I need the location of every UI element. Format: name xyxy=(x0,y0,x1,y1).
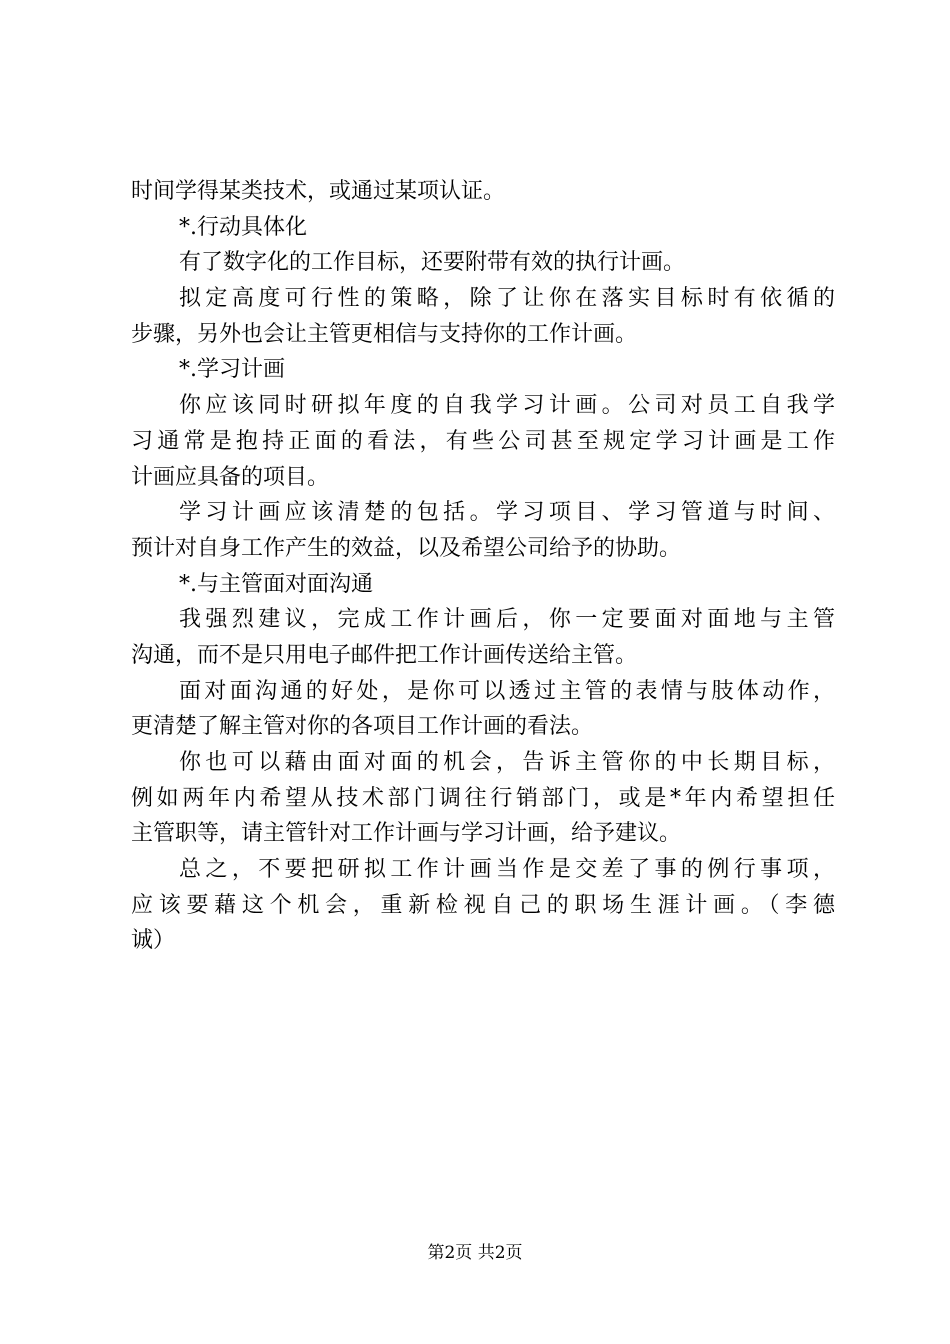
page-footer: 第2页 共2页 xyxy=(427,1243,523,1263)
text-line: 我强烈建议，完成工作计画后，你一定要面对面地与主管 xyxy=(179,607,835,633)
text-line: 面对面沟通的好处，是你可以透过主管的表情与肢体动作， xyxy=(179,678,835,704)
text-line: 你也可以藉由面对面的机会，告诉主管你的中长期目标， xyxy=(179,750,835,775)
text-line: 时间学得某类技术，或通过某项认证。 xyxy=(131,179,506,204)
text-line: 预计对自身工作产生的效益，以及希望公司给予的协助。 xyxy=(131,535,682,561)
text-line: 计画应具备的项目。 xyxy=(131,464,330,490)
text-line: 拟定高度可行性的策略，除了让你在落实目标时有依循的 xyxy=(179,286,835,312)
text-line: 沟通，而不是只用电子邮件把工作计画传送给主管。 xyxy=(131,642,638,668)
text-line: 例如两年内希望从技术部门调往行销部门，或是*年内希望担任 xyxy=(131,785,835,811)
text-line: 你应该同时研拟年度的自我学习计画。公司对员工自我学 xyxy=(179,393,835,419)
text-line: 有了数字化的工作目标，还要附带有效的执行计画。 xyxy=(179,250,686,276)
text-line: *.与主管面对面沟通 xyxy=(179,571,373,597)
text-line: 应该要藉这个机会，重新检视自己的职场生涯计画。（李德 xyxy=(131,892,835,918)
body-text xyxy=(131,174,835,959)
text-line: 学习计画应该清楚的包括。学习项目、学习管道与时间、 xyxy=(179,500,835,526)
text-line: 总之，不要把研拟工作计画当作是交差了事的例行事项， xyxy=(179,857,835,883)
text-line: 主管职等，请主管针对工作计画与学习计画，给予建议。 xyxy=(131,821,682,847)
text-line: 诚） xyxy=(131,928,176,954)
text-line: *.学习计画 xyxy=(179,357,285,383)
text-line: *.行动具体化 xyxy=(179,214,307,240)
text-line: 习通常是抱持正面的看法，有些公司甚至规定学习计画是工作 xyxy=(131,428,835,454)
text-line: 更清楚了解主管对你的各项目工作计画的看法。 xyxy=(131,714,594,740)
text-line: 步骤，另外也会让主管更相信与支持你的工作计画。 xyxy=(131,321,638,347)
